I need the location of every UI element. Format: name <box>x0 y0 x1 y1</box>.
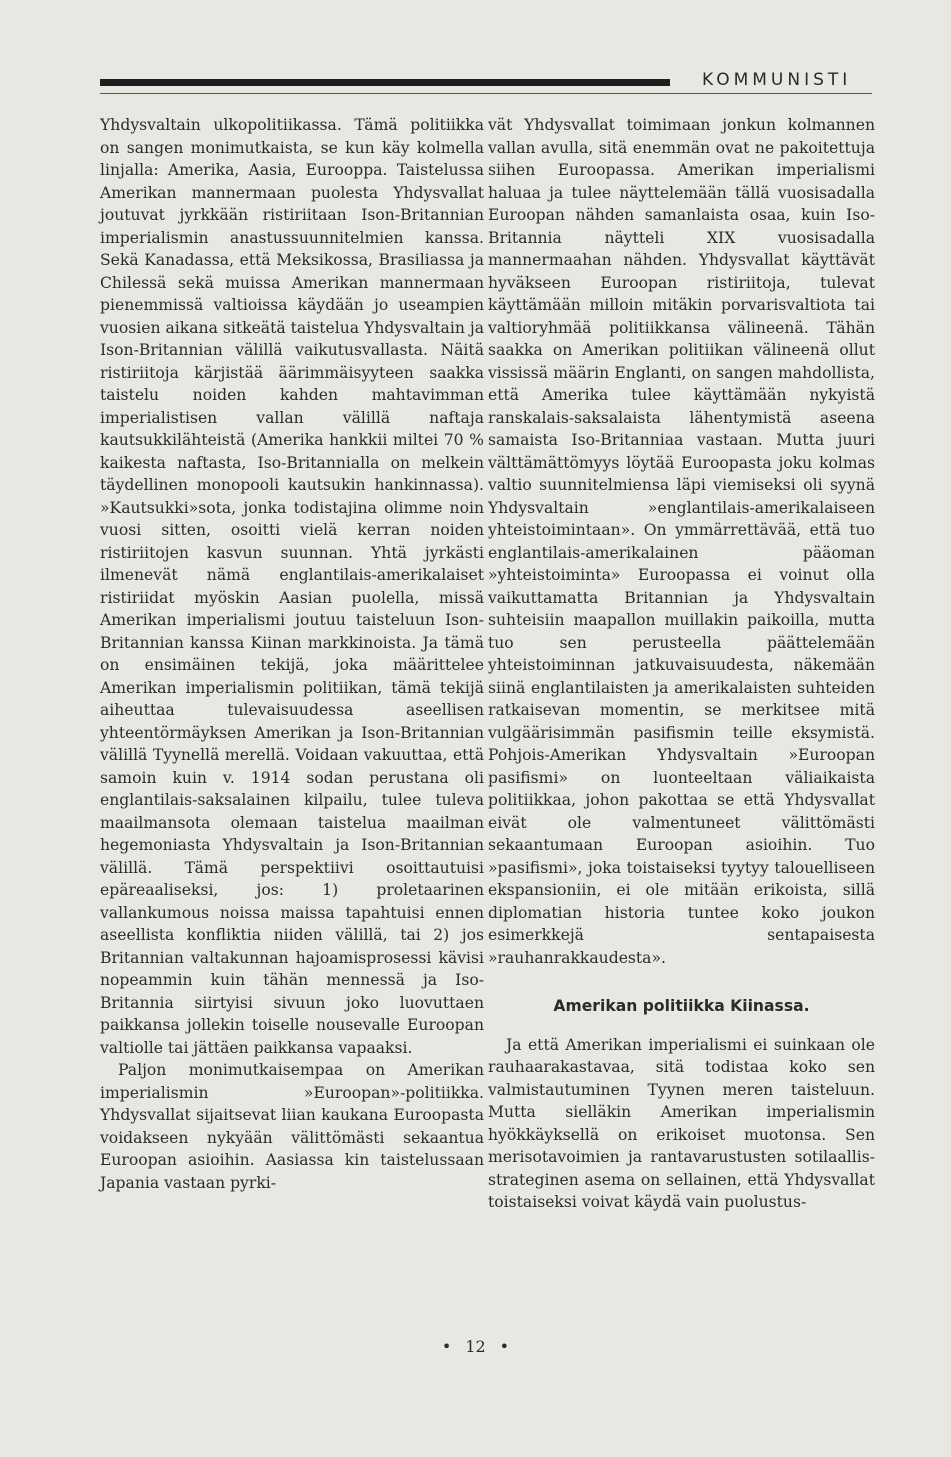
right-column <box>488 114 875 1214</box>
body-paragraph: Yhdysvaltain ulkopolitiikassa. Tämä politiikka on sangen monimutkaista, se kun käy kolmella linjalla: Amerika, Aasia, Eurooppa. Taistelussa Amerikan mannermaan puolesta Yhdysvallat joutuvat jyrkkään ristiriitaan Ison-Britannian imperialismin anastussuunnitelmien kanssa. Sekä Kanadassa, että Meksikossa, Brasiliassa ja Chilessä sekä muissa Amerikan mannermaan pienemmissä valtioissa käydään jo useampien vuosien aikana sitkeätä taistelua Yhdysvaltain ja Ison-Britannian välillä vaikutusvallasta. Näitä ristiriitoja kärjistää äärimmäisyyteen saakka taistelu noiden kahden mahtavimman imperialistisen vallan välillä naftaja kautsukkilähteistä (Amerika hankkii miltei 70 % kaikesta naftasta, Iso-Britannialla on melkein täydellinen monopooli kautsukin hankinnassa). »Kautsukki»sota, jonka todistajina olimme noin vuosi sitten, osoitti vielä kerran noiden ristiriitojen kasvun suunnan. Yhtä jyrkästi ilmenevät nämä englantilais-amerikalaiset ristiriidat myöskin Aasian puolella, missä Amerikan imperialismi joutuu taisteluun Ison-Britannian kanssa Kiinan markkinoista. Ja tämä on ensimäinen tekijä, joka määrittelee Amerikan imperialismin politiikan, tämä tekijä aiheuttaa tulevaisuudessa aseellisen yhteentörmäyksen Amerikan ja Ison-Britannian välillä Tyynellä merellä. Voidaan vakuuttaa, että samoin kuin v. 1914 sodan perustana oli englantilais-saksalainen kilpailu, tulee tuleva maailmansota olemaan taistelua maailman hegemoniasta Yhdysvaltain ja Ison-Britannian välillä. Tämä perspektiivi osoittautuisi epäreaaliseksi, jos: 1) proletaarinen vallankumous noissa maissa tapahtuisi ennen aseellista konfliktia niiden välillä, tai 2) jos Britannian valtakunnan hajoamisprosessi kävisi nopeammin kuin tähän mennessä ja Iso-Britannia siirtyisi sivuun joko luovuttaen paikkansa jollekin toiselle nousevalle Euroopan valtiolle tai jättäen paikkansa vapaaksi. <box>100 116 484 1057</box>
page-number: 12 <box>465 1337 486 1356</box>
header-thick-rule <box>100 79 670 86</box>
page-number-footer <box>0 1337 951 1356</box>
header-thin-rule <box>100 93 872 94</box>
left-column <box>100 114 484 1194</box>
body-paragraph: Paljon monimutkaisempaa on Amerikan imperialismin »Euroopan»-politiikka. Yhdysvallat sijaitsevat liian kaukana Euroopasta voidakseen nykyään välittömästi sekaantua Euroopan asioihin. Aasiassa kin taistelussaan Japania vastaan pyrki- <box>100 1061 484 1192</box>
bullet-icon: • <box>441 1337 452 1356</box>
bullet-icon: • <box>499 1337 510 1356</box>
running-head: KOMMUNISTI <box>702 70 852 90</box>
body-paragraph: vät Yhdysvallat toimimaan jonkun kolmannen vallan avulla, sitä enemmän ovat ne pakoitettuja siihen Euroopassa. Amerikan imperialismi haluaa ja tulee näyttelemään tällä vuosisadalla Euroopan nähden samanlaista osaa, kuin Iso-Britannia näytteli XIX vuosisadalla mannermaahan nähden. Yhdysvallat käyttävät hyväkseen Euroopan ristiriitoja, tulevat käyttämään milloin mitäkin porvarisvaltiota tai valtioryhmää politiikkansa välineenä. Tähän saakka on Amerikan politiikan välineenä ollut vississä määrin Englanti, on sangen mahdollista, että Amerika tulee käyttämään nykyistä ranskalais-saksalaista lähentymistä aseena samaista Iso-Britanniaa vastaan. Mutta juuri välttämättömyys löytää Euroopasta joku kolmas valtio suunnitelmiensa läpi viemiseksi oli syynä Yhdysvaltain »englantilais-amerikalaiseen yhteistoimintaan». On ymmärrettävää, että tuo englantilais-amerikalainen pääoman »yhteistoiminta» Euroopassa ei voinut olla vaikuttamatta Britannian ja Yhdysvaltain suhteisiin maapallon muillakin paikoilla, mutta tuo sen perusteella päättelemään yhteistoiminnan jatkuvaisuudesta, näkemään siinä englantilaisten ja amerikalaisten suhteiden ratkaisevan momentin, se merkitsee mitä vulgäärisimmän pasifismin teille eksymistä. Pohjois-Amerikan Yhdysvaltain »Euroopan pasifismi» on luonteeltaan väliaikaista politiikkaa, johon pakottaa se että Yhdysvallat eivät ole valmentuneet välittömästi sekaantumaan Euroopan asioihin. Tuo »pasifismi», joka toistaiseksi tyytyy talouelliseen ekspansioniin, ei ole mitään erikoista, sillä diplomatian historia tuntee koko joukon esimerkkejä sentapaisesta »rauhanrakkaudesta». <box>488 116 875 967</box>
body-paragraph: Ja että Amerikan imperialismi ei suinkaan ole rauhaarakastavaa, sitä todistaa koko sen valmistautuminen Tyynen meren taisteluun. Mutta sielläkin Amerikan imperialismin hyökkäyksellä on erikoiset muotonsa. Sen merisotavoimien ja rantavarustusten sotilaallis-strateginen asema on sellainen, että Yhdysvallat toistaiseksi voivat käydä vain puolustus- <box>488 1035 875 1211</box>
section-heading: Amerikan politiikka Kiinassa. <box>553 997 810 1015</box>
